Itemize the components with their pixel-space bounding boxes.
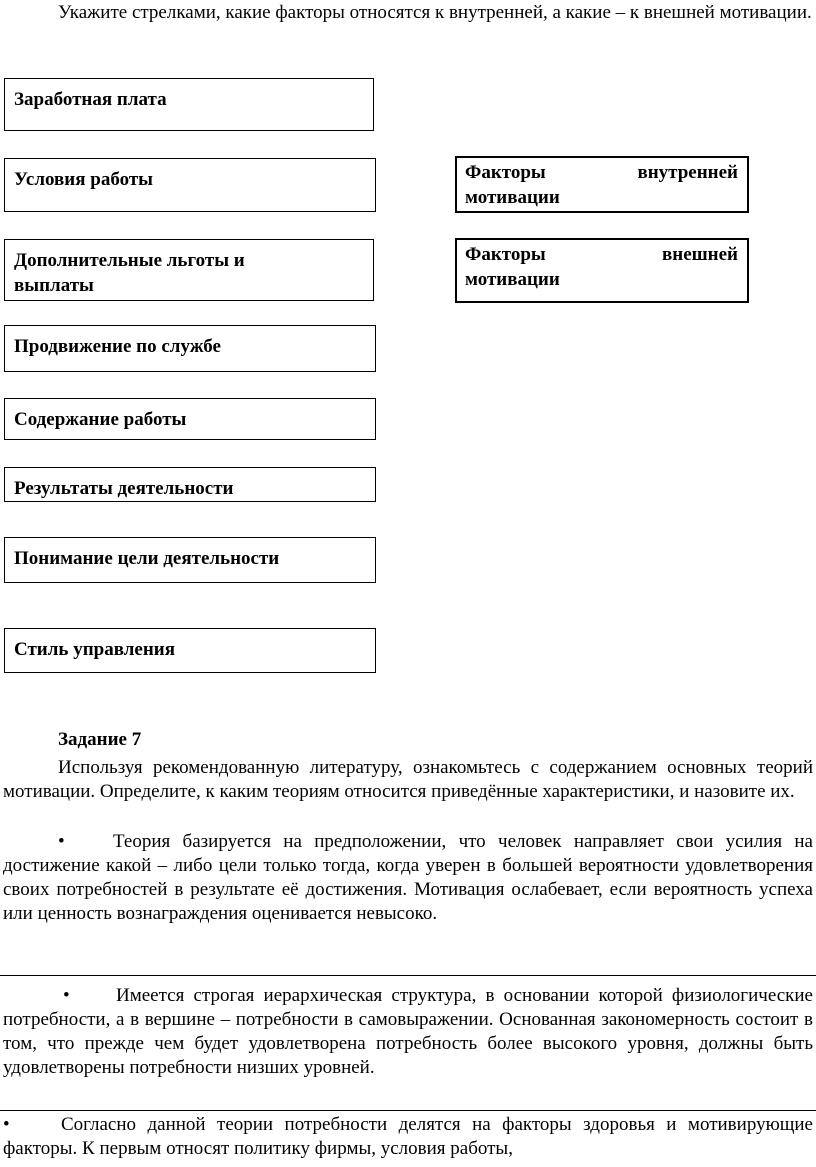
factor-box-goal-understanding[interactable] [4,537,376,583]
factor-box-promotion[interactable] [4,325,376,372]
instruction-text: Укажите стрелками, какие факторы относятся к внутренней, а какие – к внешней мотивации. [58,2,812,23]
category-box-external[interactable] [455,238,749,303]
factor-label: Результаты деятельности [14,478,234,499]
theory-item-3: • Согласно данной теории потребности делятся на факторы здоровья и мотивирующие факторы. К первым относят политику фирмы, условия работы, [3,1114,813,1159]
factor-box-results[interactable] [4,467,376,502]
task-intro: Используя рекомендованную литературу, ознакомьтесь с содержанием основных теорий мотивации. Определите, к каким теориям относится приведённые характеристики, и назовите их. [3,757,813,802]
divider [0,975,816,976]
factor-label: Дополнительные льготы и выплаты [14,250,245,296]
divider [0,1110,816,1111]
factor-label: Условия работы [14,169,153,190]
task-title: Задание 7 [58,729,142,750]
factor-label: Понимание цели деятельности [14,548,280,569]
factor-box-working-conditions[interactable] [4,158,376,212]
factor-label: Продвижение по службе [14,336,221,357]
factor-label: Заработная плата [14,89,167,110]
factor-box-management-style[interactable] [4,628,376,673]
category-box-internal[interactable] [455,156,749,213]
category-label-line2: мотивации [465,187,560,208]
category-label-line1: Факторы внутренней [465,162,738,183]
bullet-icon: • [58,831,65,852]
bullet-icon: • [3,1114,10,1135]
factor-box-benefits[interactable] [4,239,374,301]
factor-label: Содержание работы [14,409,187,430]
theory-item-1: • Теория базируется на предположении, что человек направляет свои усилия на достижение какой – либо цели только тогда, когда уверен в большей вероятности удовлетворения своих потребностей в результате её достижения. Мотивация ослабевает, если вероятность успеха или ценность вознаграждения оценивается невысоко. [3,831,813,924]
factor-label: Стиль управления [14,639,175,660]
factor-box-salary[interactable] [4,78,374,131]
bullet-icon: • [63,985,70,1006]
category-label-line2: мотивации [465,269,560,290]
factor-box-work-content[interactable] [4,398,376,440]
theory-item-2: • Имеется строгая иерархическая структура, в основании которой физиологические потребности, а в вершине – потребности в самовыражении. Основанная закономерность состоит в том, что прежде чем будет удовлетворена потребность более высокого уровня, должны быть удовлетворены потребности низших уровней. [3,985,813,1078]
category-label-line1: Факторы внешней [465,244,738,265]
